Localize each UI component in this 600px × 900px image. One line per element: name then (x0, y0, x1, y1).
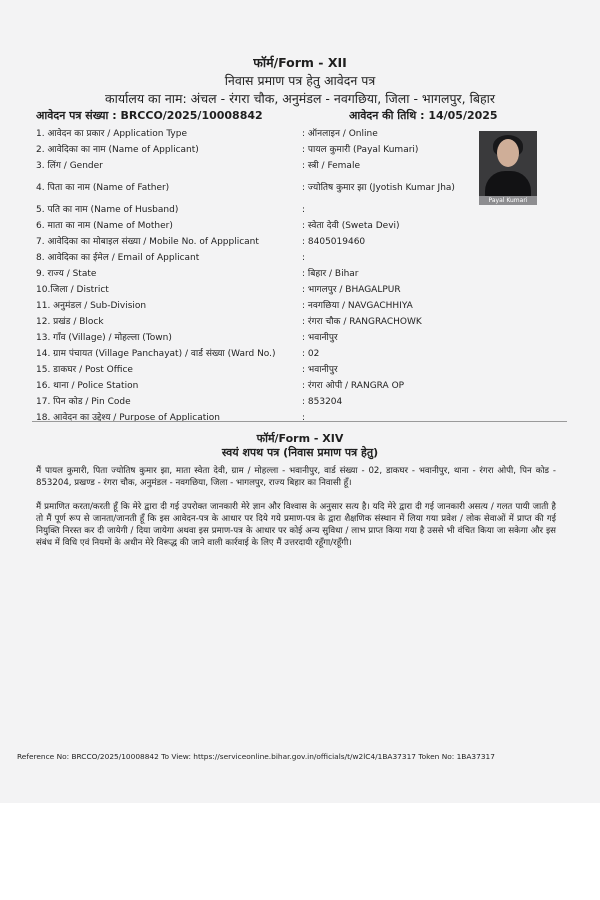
field-row (36, 362, 476, 378)
field-value: : ज्योतिष कुमार झा (Jyotish Kumar Jha) (302, 183, 455, 193)
office-name: कार्यालय का नाम: अंचल - रंगरा चौक, अनुमंडल - नवगछिया, जिला - भागलपुर, बिहार (105, 91, 495, 106)
field-row (36, 126, 476, 142)
section-divider (32, 421, 567, 422)
field-row (36, 314, 476, 330)
field-row (36, 218, 476, 234)
field-label: 15. डाकघर / Post Office (36, 365, 133, 375)
field-row (36, 378, 476, 394)
field-label: 18. आवेदन का उद्देश्य / Purpose of Application (36, 413, 221, 423)
field-value: : 02 (302, 349, 320, 359)
field-value: : स्वेता देवी (Sweta Devi) (302, 221, 400, 231)
field-label: 11. अनुमंडल / Sub-Division (36, 301, 147, 311)
field-row (36, 250, 476, 266)
field-row (36, 202, 476, 218)
field-row (36, 158, 476, 174)
field-row (36, 266, 476, 282)
application-date: आवेदन की तिथि : 14/05/2025 (349, 109, 498, 122)
field-value: : स्त्री / Female (302, 161, 360, 171)
field-row (36, 282, 476, 298)
field-label: 3. लिंग / Gender (36, 161, 103, 171)
field-label: 2. आवेदिका का नाम (Name of Applicant) (36, 145, 199, 155)
field-row (36, 346, 476, 362)
field-label: 1. आवेदन का प्रकार / Application Type (36, 129, 188, 139)
form-header (0, 54, 600, 108)
field-value: : (302, 413, 306, 423)
affidavit-paragraph-2: मैं प्रमाणित करता/करती हूँ कि मेरे द्वारा दी गई उपरोक्त जानकारी मेरे ज्ञान और विश्वास के अनुसार सत्य है। यदि मेरे द्वारा दी गई जानकारी असत्य / गलत पायी जाती है तो मैं पूर्ण रूप से जानता/जानती हूँ कि इस आवेदन-पत्र के आधार पर दिये गये प्रमाण-पत्र के द्वारा शैक्षणिक संस्थान में लिया गया प्रवेश / लोक सेवाओं में प्राप्त की गई नियुक्ति निरस्त कर दी जायेगी / दिया जायेगा अथवा इस प्रमाण-पत्र के आधार पर कोई अन्य सुविधा / लाभ प्राप्त किया गया है उससे भी वंचित किया जा सकेगा और इस संबंध में विधि एवं नियमों के अधीन मेरे विरूद्ध की जाने वाली कार्रवाई के लिए मैं उत्तरदायी रहूँगा/रहूँगी। (36, 502, 556, 548)
field-row (36, 298, 476, 314)
field-label: 17. पिन कोड / Pin Code (36, 397, 131, 407)
field-label: 9. राज्य / State (36, 269, 97, 279)
field-label: 6. माता का नाम (Name of Mother) (36, 221, 173, 231)
field-label: 12. प्रखंड / Block (36, 317, 104, 327)
affidavit-header (0, 432, 600, 460)
field-value: : (302, 205, 306, 215)
affidavit-paragraph-1: मैं पायल कुमारी, पिता ज्योतिष कुमार झा, माता स्वेता देवी, ग्राम / मोहल्ला - भवानीपुर, वार्ड संख्या - 02, डाकघर - भवानीपुर, थाना - रंगरा ओपी, पिन कोड - 853204, प्रखण्ड - रंगरा चौक, अनुमंडल - नवगछिया, जिला - भागलपुर, राज्य बिहार का निवासी हूँ। (36, 466, 556, 488)
field-value: : भागलपुर / BHAGALPUR (302, 285, 401, 295)
field-value: : 853204 (302, 397, 343, 407)
reference-line: Reference No: BRCCO/2025/10008842 To View: https://serviceonline.bihar.gov.in/officials/t/w2lC4/1BA37317 Token No: 1BA37317 (17, 752, 495, 761)
field-value: : (302, 253, 306, 263)
field-value: : बिहार / Bihar (302, 269, 359, 279)
field-value: : नवगछिया / NAVGACHHIYA (302, 301, 413, 311)
field-value: : पायल कुमारी (Payal Kumari) (302, 145, 419, 155)
field-row (36, 142, 476, 158)
field-value: : ऑनलाइन / Online (302, 129, 378, 139)
applicant-photo (479, 131, 537, 205)
field-value: : भवानीपुर (302, 333, 338, 343)
field-label: 13. गाँव (Village) / मोहल्ला (Town) (36, 333, 172, 343)
field-value: : रंगरा ओपी / RANGRA OP (302, 381, 405, 391)
field-row (36, 234, 476, 250)
photo-face (497, 139, 519, 167)
field-label: 5. पति का नाम (Name of Husband) (36, 205, 179, 215)
field-label: 16. थाना / Police Station (36, 381, 139, 391)
field-value: : भवानीपुर (302, 365, 338, 375)
field-row (36, 394, 476, 410)
field-label: 10.जिला / District (36, 285, 109, 295)
affidavit-title: फॉर्म/Form - XIV (256, 432, 344, 445)
field-label: 4. पिता का नाम (Name of Father) (36, 183, 170, 193)
application-number: आवेदन पत्र संख्या : BRCCO/2025/10008842 (36, 109, 263, 122)
form-subtitle: निवास प्रमाण पत्र हेतु आवेदन पत्र (224, 73, 376, 88)
field-value: : 8405019460 (302, 237, 366, 247)
applicant-details (36, 126, 476, 426)
form-title: फॉर्म/Form - XII (253, 55, 347, 70)
field-row (36, 410, 476, 426)
photo-caption: Payal Kumari (479, 196, 537, 205)
field-value: : रंगरा चौक / RANGRACHOWK (302, 317, 422, 327)
field-row (36, 180, 476, 196)
field-row (36, 330, 476, 346)
affidavit-subtitle: स्वयं शपथ पत्र (निवास प्रमाण पत्र हेतु) (221, 446, 379, 459)
field-label: 8. आवेदिका का ईमेल / Email of Applicant (36, 253, 200, 263)
field-label: 7. आवेदिका का मोबाइल संख्या / Mobile No. of Appplicant (36, 237, 259, 247)
field-label: 14. ग्राम पंचायत (Village Panchayat) / वार्ड संख्या (Ward No.) (36, 349, 276, 359)
